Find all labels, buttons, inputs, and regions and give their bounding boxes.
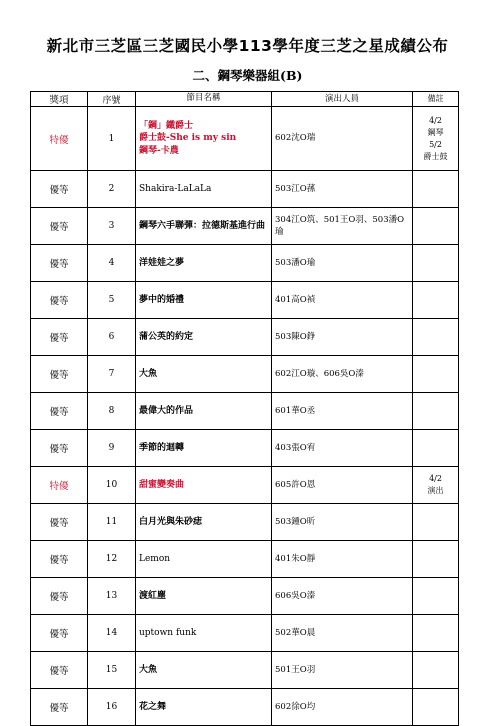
- award-cell: [31, 107, 88, 171]
- performers-cell: [272, 319, 413, 356]
- number-cell: [88, 430, 136, 467]
- notes-cell: [413, 689, 459, 726]
- performers-text: 503陳O錚: [275, 331, 316, 342]
- program-cell: [136, 356, 272, 393]
- program-title: 甜蜜變奏曲: [139, 479, 185, 490]
- table-header-row: [31, 92, 459, 107]
- award-text: 優等: [49, 407, 69, 418]
- number-cell: [88, 245, 136, 282]
- program-title: 蒲公英的約定: [139, 331, 194, 342]
- number-cell: [88, 541, 136, 578]
- performers-cell: [272, 430, 413, 467]
- program-title: 白月光與朱砂痣: [139, 516, 203, 527]
- award-cell: [31, 652, 88, 689]
- table-body: [31, 107, 459, 726]
- header-award: 獎項: [31, 92, 88, 107]
- performers-text: 501王O羽: [275, 664, 316, 675]
- award-text: 優等: [49, 629, 69, 640]
- number-cell: [88, 356, 136, 393]
- number-text: 6: [108, 332, 115, 342]
- award-cell: [31, 615, 88, 652]
- award-text: 優等: [49, 555, 69, 566]
- notes-cell: [413, 319, 459, 356]
- program-cell: [136, 504, 272, 541]
- program-title: Lemon: [139, 553, 171, 564]
- note-text: 鋼琴: [427, 127, 444, 137]
- note-text: 爵士鼓: [423, 151, 448, 161]
- number-text: 16: [105, 702, 118, 712]
- performers-cell: [272, 615, 413, 652]
- notes-cell: [413, 504, 459, 541]
- award-text: 優等: [49, 592, 69, 603]
- number-cell: [88, 282, 136, 319]
- performers-text: 503江O蓀: [275, 183, 316, 194]
- performers-text: 403張O宥: [275, 442, 316, 453]
- number-cell: [88, 467, 136, 504]
- table-row: [31, 689, 459, 726]
- table-row: [31, 467, 459, 504]
- performers-text: 601華O丞: [275, 405, 316, 416]
- program-cell: [136, 578, 272, 615]
- program-title: 渡紅塵: [139, 590, 167, 601]
- table-row: [31, 652, 459, 689]
- performers-cell: [272, 689, 413, 726]
- notes-cell: [413, 171, 459, 208]
- performers-cell: [272, 652, 413, 689]
- note-text: 演出: [427, 486, 444, 495]
- number-text: 1: [108, 133, 115, 144]
- note-text: 4/2: [429, 474, 442, 483]
- award-cell: [31, 171, 88, 208]
- award-cell: [31, 245, 88, 282]
- program-cell: [136, 615, 272, 652]
- table-row: [31, 319, 459, 356]
- award-text: 優等: [49, 222, 69, 233]
- number-cell: [88, 578, 136, 615]
- program-title: 大魚: [139, 664, 158, 675]
- award-cell: [31, 467, 88, 504]
- award-text: 優等: [49, 296, 69, 307]
- program-cell: [136, 245, 272, 282]
- award-cell: [31, 578, 88, 615]
- notes-cell: [413, 467, 459, 504]
- award-cell: [31, 541, 88, 578]
- performers-text: 606吳O溱: [275, 590, 316, 601]
- number-text: 9: [108, 443, 115, 453]
- notes-cell: [413, 541, 459, 578]
- notes-cell: [413, 652, 459, 689]
- number-text: 3: [108, 221, 115, 231]
- program-cell: [136, 541, 272, 578]
- program-title: uptown funk: [139, 627, 197, 638]
- award-text: 特優: [49, 481, 69, 492]
- program-cell: [136, 393, 272, 430]
- performers-cell: [272, 393, 413, 430]
- number-cell: [88, 652, 136, 689]
- program-cell: [136, 652, 272, 689]
- performers-text: 401高O禎: [275, 294, 316, 305]
- number-cell: [88, 393, 136, 430]
- performers-cell: [272, 356, 413, 393]
- program-title: 鋼琴-卡農: [139, 145, 179, 156]
- performers-text: 304江O筑、501王O羽、503潘O瑜: [275, 214, 405, 237]
- award-text: 優等: [49, 333, 69, 344]
- performers-text: 503鍾O昕: [275, 516, 316, 527]
- table-row: [31, 282, 459, 319]
- table-row: [31, 356, 459, 393]
- award-text: 優等: [49, 370, 69, 381]
- note-text: 5/2: [429, 139, 442, 149]
- notes-cell: [413, 208, 459, 245]
- award-text: 優等: [49, 703, 69, 714]
- performers-cell: [272, 208, 413, 245]
- table-row: [31, 171, 459, 208]
- award-text: 特優: [49, 134, 69, 146]
- program-cell: [136, 171, 272, 208]
- header-number: 序號: [88, 92, 136, 107]
- notes-cell: [413, 393, 459, 430]
- notes-cell: [413, 356, 459, 393]
- number-cell: [88, 171, 136, 208]
- program-title: 花之舞: [139, 701, 167, 712]
- award-cell: [31, 319, 88, 356]
- number-text: 13: [105, 591, 118, 601]
- program-title: 鋼琴六手聯彈：拉德斯基進行曲: [139, 220, 266, 231]
- performers-text: 502華O晨: [275, 627, 316, 638]
- performers-text: 401朱O靜: [275, 553, 316, 564]
- performers-text: 605許O恩: [275, 479, 316, 490]
- notes-cell: [413, 615, 459, 652]
- table-row: [31, 615, 459, 652]
- table-row: [31, 107, 459, 171]
- program-cell: [136, 467, 272, 504]
- number-cell: [88, 319, 136, 356]
- header-notes: 備註: [413, 92, 459, 107]
- program-title: 夢中的婚禮: [139, 294, 185, 305]
- number-cell: [88, 689, 136, 726]
- award-text: 優等: [49, 185, 69, 196]
- note-text: 4/2: [429, 115, 442, 125]
- performers-text: 503潘O瑜: [275, 257, 316, 268]
- performers-cell: [272, 282, 413, 319]
- performers-cell: [272, 578, 413, 615]
- award-text: 優等: [49, 518, 69, 529]
- performers-cell: [272, 467, 413, 504]
- award-text: 優等: [49, 666, 69, 677]
- performers-cell: [272, 504, 413, 541]
- number-text: 5: [108, 295, 115, 305]
- section-subtitle: 二、鋼琴樂器組(B): [192, 68, 303, 83]
- notes-cell: [413, 578, 459, 615]
- program-title: 大魚: [139, 368, 158, 379]
- notes-cell: [413, 282, 459, 319]
- performers-text: 602徐O均: [275, 701, 316, 712]
- program-title: Shakira-LaLaLa: [139, 183, 212, 194]
- table-row: [31, 504, 459, 541]
- number-text: 8: [108, 406, 115, 416]
- program-cell: [136, 107, 272, 171]
- award-text: 優等: [49, 444, 69, 455]
- performers-cell: [272, 541, 413, 578]
- number-text: 7: [108, 369, 115, 379]
- award-cell: [31, 208, 88, 245]
- number-cell: [88, 615, 136, 652]
- performers-text: 602江O璇、606吳O溱: [275, 368, 364, 379]
- program-cell: [136, 689, 272, 726]
- number-text: 15: [105, 665, 118, 675]
- table-row: [31, 245, 459, 282]
- table-row: [31, 541, 459, 578]
- number-text: 12: [105, 554, 118, 564]
- page-title: 新北市三芝區三芝國民小學113學年度三芝之星成績公布: [46, 37, 449, 55]
- notes-cell: [413, 245, 459, 282]
- program-title: 季節的迴轉: [139, 442, 185, 453]
- program-title: 爵士鼓-She is my sin: [139, 133, 237, 144]
- program-cell: [136, 319, 272, 356]
- number-text: 11: [105, 517, 118, 527]
- results-table: [30, 91, 459, 726]
- program-cell: [136, 282, 272, 319]
- program-cell: [136, 208, 272, 245]
- number-text: 4: [108, 258, 115, 268]
- number-cell: [88, 504, 136, 541]
- award-cell: [31, 689, 88, 726]
- number-cell: [88, 107, 136, 171]
- performers-cell: [272, 245, 413, 282]
- number-text: 10: [105, 480, 118, 490]
- award-cell: [31, 430, 88, 467]
- program-cell: [136, 430, 272, 467]
- number-text: 2: [108, 184, 115, 194]
- number-text: 14: [105, 628, 118, 638]
- award-cell: [31, 282, 88, 319]
- notes-cell: [413, 107, 459, 171]
- number-cell: [88, 208, 136, 245]
- table-row: [31, 393, 459, 430]
- table-row: [31, 208, 459, 245]
- award-cell: [31, 356, 88, 393]
- award-text: 優等: [49, 259, 69, 270]
- table-row: [31, 430, 459, 467]
- header-performers: 演出人員: [272, 92, 413, 107]
- award-cell: [31, 504, 88, 541]
- header-program: 節目名稱: [136, 92, 272, 107]
- table-row: [31, 578, 459, 615]
- program-title: 「鋼」鐵爵士: [139, 121, 194, 132]
- performers-text: 602沈O瑞: [275, 133, 316, 144]
- performers-cell: [272, 107, 413, 171]
- performers-cell: [272, 171, 413, 208]
- award-cell: [31, 393, 88, 430]
- program-title: 最偉大的作品: [139, 405, 194, 416]
- notes-cell: [413, 430, 459, 467]
- program-title: 洋娃娃之夢: [139, 257, 185, 268]
